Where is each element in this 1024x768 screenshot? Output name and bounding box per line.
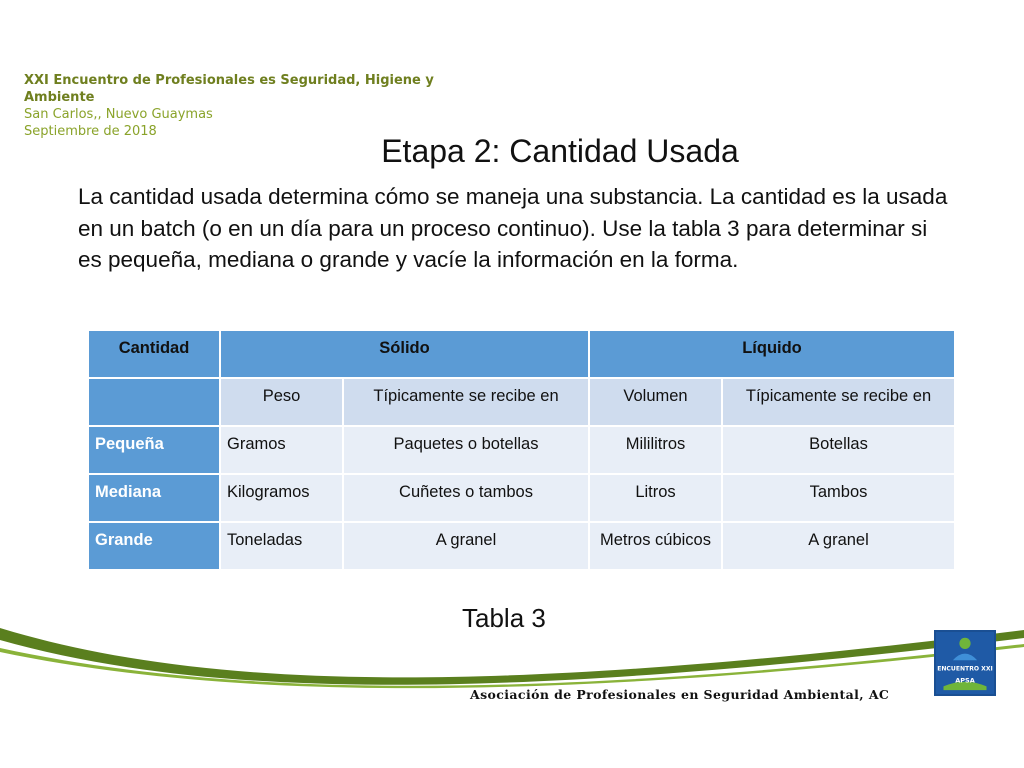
row-tipico-solido: Cuñetes o tambos: [343, 474, 589, 522]
logo-text-line-2: APSA: [955, 676, 975, 685]
logo-text-line-1: ENCUENTRO XXI: [937, 665, 993, 673]
header-cantidad: Cantidad: [88, 330, 220, 378]
table-row: [88, 426, 955, 474]
event-date: Septiembre de 2018: [24, 124, 157, 139]
slide-title: Etapa 2: Cantidad Usada: [381, 133, 739, 169]
row-cantidad: Grande: [88, 522, 220, 570]
row-volumen: Litros: [589, 474, 722, 522]
subheader-peso: Peso: [220, 378, 343, 426]
event-location: San Carlos,, Nuevo Guaymas: [24, 107, 213, 122]
event-title-line-1: XXI Encuentro de Profesionales es Seguridad, Higiene y: [24, 73, 434, 88]
row-tipico-liquido: A granel: [722, 522, 955, 570]
row-tipico-liquido: Botellas: [722, 426, 955, 474]
green-swoosh-decoration: [0, 600, 1024, 700]
event-title-line-2: Ambiente: [24, 90, 95, 105]
row-volumen: Mililitros: [589, 426, 722, 474]
row-peso: Gramos: [220, 426, 343, 474]
row-tipico-liquido: Tambos: [722, 474, 955, 522]
subheader-tipico-liquido: Típicamente se recibe en: [722, 378, 955, 426]
table-row: [88, 474, 955, 522]
slide-paragraph: La cantidad usada determina cómo se maneja una substancia. La cantidad es la usada en un batch (o en un día para un proceso continuo). Use la tabla 3 para determinar si es pequeña, mediana o grande y vacíe la información en la forma.: [78, 184, 948, 272]
row-cantidad: Mediana: [88, 474, 220, 522]
quantity-table: [88, 330, 955, 570]
row-peso: Toneladas: [220, 522, 343, 570]
table-subheader-row: [88, 378, 955, 426]
row-peso: Kilogramos: [220, 474, 343, 522]
subheader-tipico-solido: Típicamente se recibe en: [343, 378, 589, 426]
footer-organization: Asociación de Profesionales en Seguridad Ambiental, AC: [470, 687, 890, 702]
table-row: [88, 522, 955, 570]
encuentro-logo-icon: [934, 630, 996, 696]
subheader-empty: [88, 378, 220, 426]
table-header-row: [88, 330, 955, 378]
header-solido: Sólido: [220, 330, 589, 378]
table-caption: Tabla 3: [462, 603, 546, 633]
event-header: [24, 72, 444, 140]
logo-graphic-icon: [936, 632, 994, 694]
subheader-volumen: Volumen: [589, 378, 722, 426]
header-liquido: Líquido: [589, 330, 955, 378]
row-volumen: Metros cúbicos: [589, 522, 722, 570]
row-tipico-solido: A granel: [343, 522, 589, 570]
row-tipico-solido: Paquetes o botellas: [343, 426, 589, 474]
row-cantidad: Pequeña: [88, 426, 220, 474]
